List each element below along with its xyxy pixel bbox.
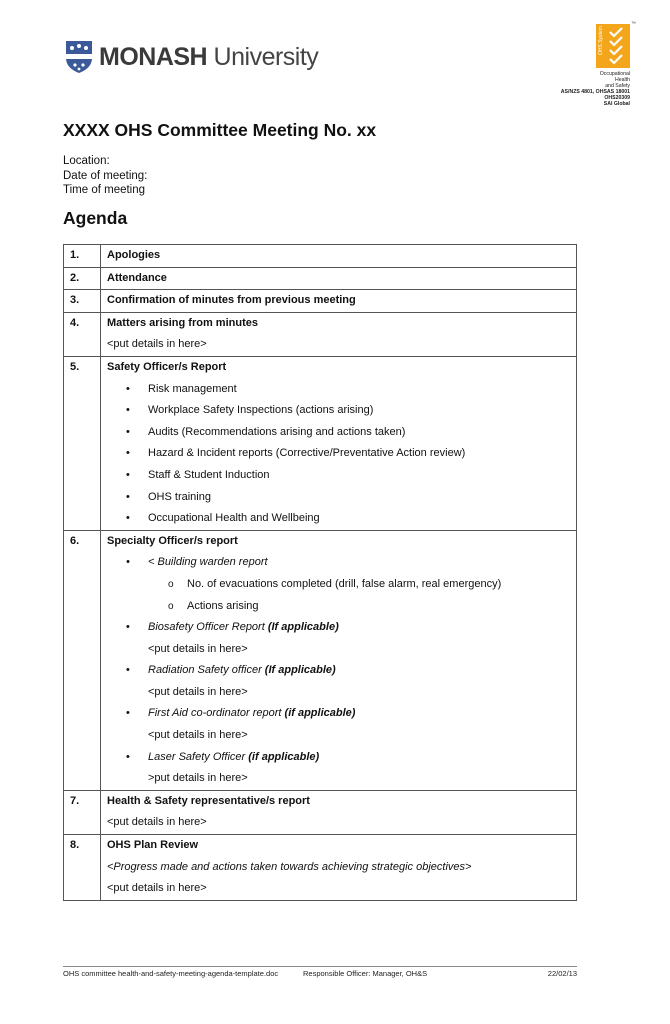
location-label: Location: bbox=[63, 155, 110, 167]
document-title: XXXX OHS Committee Meeting No. xx bbox=[63, 120, 377, 140]
sub-list-item: o Actions arising bbox=[107, 596, 572, 618]
details-placeholder: <put details in here> bbox=[107, 882, 207, 895]
agenda-number: 8. bbox=[70, 839, 80, 852]
list-item: • Hazard & Incident reports (Corrective/Preventative Action review) bbox=[107, 443, 572, 465]
monash-logo bbox=[65, 40, 318, 74]
time-label: Time of meeting bbox=[63, 184, 146, 196]
details-placeholder: <put details in here> bbox=[107, 816, 207, 829]
sub-list-item: o No. of evacuations completed (drill, false alarm, real emergency) bbox=[107, 574, 572, 596]
cert-text: Occupational Health and Safety AS/NZS 4801, OHSAS 18001 OHS20309 SAI Global bbox=[560, 71, 630, 107]
agenda-row bbox=[64, 530, 577, 790]
details-placeholder: <put details in here> bbox=[148, 642, 248, 655]
agenda-item-title: Safety Officer/s Report bbox=[107, 360, 227, 373]
list-item: • OHS training bbox=[107, 487, 572, 509]
monash-crest-icon bbox=[65, 40, 93, 74]
agenda-row bbox=[64, 356, 577, 530]
agenda-item-title: Attendance bbox=[107, 271, 167, 284]
footer-filename: OHS committee health-and-safety-meeting-agenda-template.doc bbox=[63, 969, 279, 978]
details-placeholder: <put details in here> bbox=[107, 338, 207, 351]
list-item: • Laser Safety Officer (if applicable) bbox=[107, 747, 572, 769]
details-placeholder: <put details in here> bbox=[148, 729, 248, 742]
page-header bbox=[0, 0, 670, 120]
agenda-number: 4. bbox=[70, 316, 80, 329]
list-item: • Occupational Health and Wellbeing bbox=[107, 508, 572, 530]
agenda-number: 2. bbox=[70, 271, 80, 284]
agenda-item-title: Apologies bbox=[107, 249, 161, 261]
agenda-row bbox=[64, 290, 577, 313]
agenda-table bbox=[63, 244, 577, 901]
agenda-item-title: Health & Safety representative/s report bbox=[107, 794, 310, 807]
list-item: • Staff & Student Induction bbox=[107, 465, 572, 487]
details-placeholder: <put details in here> bbox=[148, 685, 248, 698]
agenda-number: 6. bbox=[70, 534, 80, 547]
cert-vertical-label: OHS System bbox=[598, 26, 604, 55]
ohs-system-badge: OHS System ™ bbox=[596, 24, 630, 68]
list-item: • Workplace Safety Inspections (actions arising) bbox=[107, 400, 572, 422]
agenda-row bbox=[64, 835, 577, 901]
meeting-details bbox=[63, 154, 147, 198]
agenda-row bbox=[64, 245, 577, 268]
agenda-item-title: Matters arising from minutes bbox=[107, 316, 258, 329]
date-label: Date of meeting: bbox=[63, 169, 148, 182]
agenda-row bbox=[64, 790, 577, 834]
footer-divider bbox=[63, 966, 577, 967]
list-item: • Radiation Safety officer (If applicable) bbox=[107, 660, 572, 682]
list-item: • < Building warden report bbox=[107, 552, 572, 574]
agenda-number: 3. bbox=[70, 294, 80, 307]
list-item: • Audits (Recommendations arising and actions taken) bbox=[107, 422, 572, 444]
list-item: • Biosafety Officer Report (If applicable) bbox=[107, 617, 572, 639]
logo-wordmark: MONASH University bbox=[99, 42, 319, 71]
progress-note: <Progress made and actions taken towards achieving strategic objectives> bbox=[107, 860, 472, 873]
footer-date: 22/02/13 bbox=[547, 969, 577, 978]
agenda-row bbox=[64, 312, 577, 356]
agenda-number: 1. bbox=[70, 249, 80, 261]
agenda-item-title: Confirmation of minutes from previous meeting bbox=[107, 294, 356, 307]
agenda-number: 5. bbox=[70, 360, 80, 373]
agenda-number: 7. bbox=[70, 794, 80, 807]
list-item: • Risk management bbox=[107, 379, 572, 401]
agenda-row bbox=[64, 267, 577, 290]
agenda-item-title: OHS Plan Review bbox=[107, 839, 199, 852]
list-item: • First Aid co-ordinator report (if applicable) bbox=[107, 703, 572, 725]
footer-responsible-officer: Responsible Officer: Manager, OH&S bbox=[303, 969, 428, 978]
details-placeholder: >put details in here> bbox=[148, 772, 248, 785]
agenda-item-title: Specialty Officer/s report bbox=[107, 534, 238, 547]
agenda-heading: Agenda bbox=[63, 208, 128, 228]
